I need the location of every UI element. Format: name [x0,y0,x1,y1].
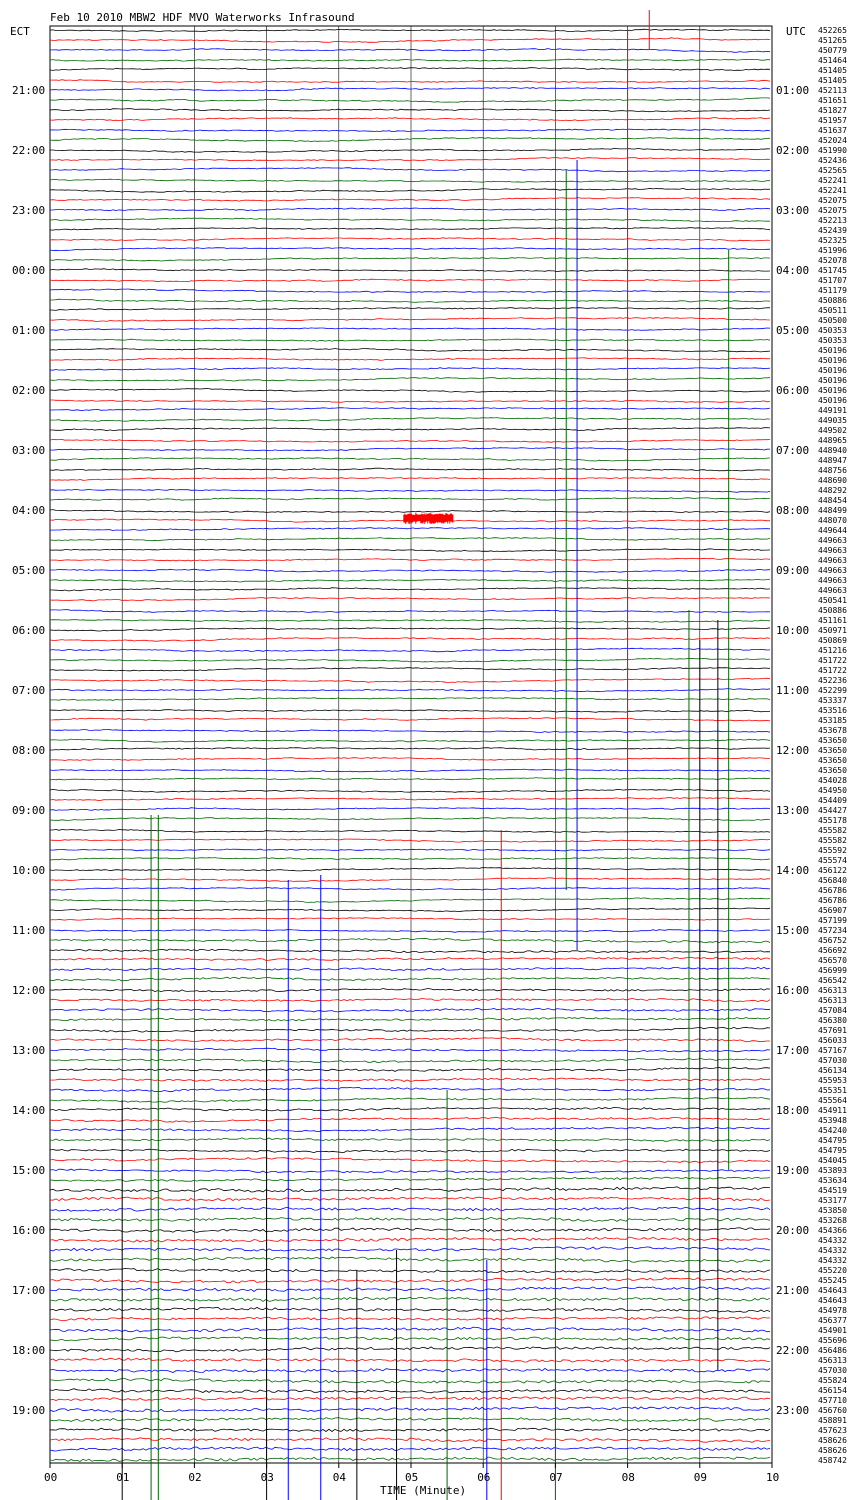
trace [50,208,770,211]
x-tick-label: 04 [332,1471,347,1484]
trace-scale-value: 450196 [818,356,847,365]
right-hour-label: 17:00 [776,1044,810,1057]
trace [50,638,770,642]
trace-scale-value: 453268 [818,1216,847,1225]
trace-scale-value: 449035 [818,416,847,425]
right-hour-label: 05:00 [776,324,810,337]
right-hour-label: 07:00 [776,444,810,457]
right-hour-label: 15:00 [776,924,810,937]
x-tick-label: 09 [693,1471,708,1484]
trace [50,400,770,402]
trace [50,378,770,381]
trace [50,718,770,721]
left-hour-label: 03:00 [12,444,46,457]
trace [50,598,770,601]
trace-scale-value: 454332 [818,1256,847,1265]
trace-scale-value: 455582 [818,836,847,845]
trace [50,689,770,692]
trace-scale-value: 455824 [818,1376,847,1385]
trace [50,368,770,371]
trace [50,289,770,292]
trace-scale-value: 456786 [818,886,847,895]
trace-scale-value: 451990 [818,146,847,155]
trace [50,59,770,61]
right-hour-label: 02:00 [776,144,810,157]
trace [50,468,770,471]
right-hour-label: 10:00 [776,624,810,637]
trace-scale-value: 451996 [818,246,847,255]
trace-scale-value: 451745 [818,266,847,275]
trace [50,349,770,352]
left-hour-label: 01:00 [12,324,46,337]
trace [50,228,770,231]
left-hour-label: 12:00 [12,984,46,997]
trace [50,538,770,541]
left-hour-label: 04:00 [12,504,46,517]
trace [50,328,770,330]
trace-scale-value: 451651 [818,96,847,105]
trace-scale-value: 452241 [818,186,847,195]
x-tick-label: 05 [405,1471,419,1484]
trace-scale-value: 454978 [818,1306,847,1315]
trace [50,478,770,481]
left-hour-label: 07:00 [12,684,46,697]
trace-scale-value: 450511 [818,306,847,315]
trace-scale-value: 448454 [818,496,847,505]
trace-scale-value: 455564 [818,1096,847,1105]
trace [50,440,770,443]
right-hour-label: 18:00 [776,1104,810,1117]
left-hour-label: 13:00 [12,1044,46,1057]
trace-scale-value: 453850 [818,1206,847,1215]
trace-scale-value: 455574 [818,856,847,865]
right-hour-label: 19:00 [776,1164,810,1177]
trace [50,258,770,261]
trace-scale-value: 450541 [818,596,847,605]
trace-scale-value: 453177 [818,1196,847,1205]
trace-scale-value: 451179 [818,286,847,295]
trace [50,549,770,552]
trace-scale-value: 452078 [818,256,847,265]
trace [50,778,770,780]
trace-scale-value: 450196 [818,386,847,395]
trace [50,658,770,662]
trace [50,138,770,142]
trace-scale-value: 451722 [818,666,847,675]
trace-scale-value: 448756 [818,466,847,475]
trace [50,269,770,272]
left-hour-label: 11:00 [12,924,46,937]
left-hour-label: 16:00 [12,1224,46,1237]
right-hour-label: 13:00 [776,804,810,817]
trace-scale-value: 454332 [818,1246,847,1255]
trace-scale-value: 456380 [818,1016,847,1025]
trace-scale-value: 452436 [818,156,847,165]
trace-scale-value: 453634 [818,1176,847,1185]
trace [50,748,770,750]
x-tick-label: 06 [477,1471,491,1484]
trace [50,808,770,811]
trace [50,339,770,341]
trace-scale-value: 450886 [818,296,847,305]
right-hour-label: 12:00 [776,744,810,757]
trace-scale-value: 453948 [818,1116,847,1125]
trace-scale-value: 451265 [818,36,847,45]
trace [50,118,770,121]
trace-scale-value: 452265 [818,26,847,35]
trace-scale-value: 456033 [818,1036,847,1045]
trace-scale-value: 454950 [818,786,847,795]
right-hour-label: 20:00 [776,1224,810,1237]
trace-scale-value: 450886 [818,606,847,615]
trace [50,710,770,713]
right-hour-label: 23:00 [776,1404,810,1417]
trace-scale-value: 457623 [818,1426,847,1435]
trace-scale-value: 456154 [818,1386,847,1395]
trace-scale-value: 454409 [818,796,847,805]
trace-scale-value: 450971 [818,626,847,635]
trace-scale-value: 451707 [818,276,847,285]
trace-scale-value: 450779 [818,46,847,55]
right-hour-label: 03:00 [776,204,810,217]
trace [50,38,770,43]
trace-scale-value: 453650 [818,746,847,755]
trace-scale-value: 453678 [818,726,847,735]
trace-scale-value: 450196 [818,376,847,385]
trace-scale-value: 457030 [818,1056,847,1065]
trace [50,389,770,393]
trace-scale-value: 453185 [818,716,847,725]
trace-scale-value: 458626 [818,1436,847,1445]
trace-scale-value: 455245 [818,1276,847,1285]
trace-scale-value: 455178 [818,816,847,825]
trace-scale-value: 455592 [818,846,847,855]
trace-scale-value: 456313 [818,996,847,1005]
trace-scale-value: 454332 [818,1236,847,1245]
trace-scale-value: 456840 [818,876,847,885]
trace-scale-value: 454795 [818,1146,847,1155]
trace [50,248,770,251]
trace-scale-value: 452325 [818,236,847,245]
trace-scale-value: 454240 [818,1126,847,1135]
trace-scale-value: 453650 [818,756,847,765]
trace-scale-value: 456377 [818,1316,847,1325]
trace-scale-value: 456692 [818,946,847,955]
trace-scale-value: 451405 [818,66,847,75]
right-hour-label: 11:00 [776,684,810,697]
trace-scale-value: 449191 [818,406,847,415]
x-tick-label: 03 [260,1471,274,1484]
trace-scale-value: 457710 [818,1396,847,1405]
trace-scale-value: 454911 [818,1106,847,1115]
trace-scale-value: 456760 [818,1406,847,1415]
trace-scale-value: 451637 [818,126,847,135]
trace [50,648,770,652]
trace-scale-value: 454643 [818,1286,847,1295]
trace-scale-value: 451405 [818,76,847,85]
trace-scale-value: 450196 [818,346,847,355]
trace-scale-value: 452075 [818,196,847,205]
right-axis-label: UTC [786,25,806,38]
trace-scale-value: 453516 [818,706,847,715]
trace-scale-value: 450196 [818,366,847,375]
trace-scale-value: 456752 [818,936,847,945]
trace [50,489,770,492]
trace [50,789,770,792]
trace-scale-value: 449663 [818,566,847,575]
right-hour-label: 08:00 [776,504,810,517]
trace-scale-value: 451161 [818,616,847,625]
trace-scale-value: 456313 [818,1356,847,1365]
trace-scale-value: 454643 [818,1296,847,1305]
trace [50,299,770,302]
x-tick-label: 02 [188,1471,202,1484]
trace [50,218,770,222]
trace-scale-value: 448690 [818,476,847,485]
trace [50,528,770,531]
trace [50,569,770,572]
trace [50,279,770,282]
right-hour-label: 09:00 [776,564,810,577]
left-hour-label: 15:00 [12,1164,46,1177]
chart-title: Feb 10 2010 MBW2 HDF MVO Waterworks Infrasound [50,11,355,24]
trace-scale-value: 454901 [818,1326,847,1335]
left-hour-label: 02:00 [12,384,46,397]
trace-scale-value: 449663 [818,536,847,545]
trace-scale-value: 456134 [818,1066,847,1075]
trace-scale-value: 452213 [818,216,847,225]
trace-scale-value: 451722 [818,656,847,665]
trace-scale-value: 450500 [818,316,847,325]
left-hour-label: 19:00 [12,1404,46,1417]
left-hour-label: 18:00 [12,1344,46,1357]
trace [50,730,770,733]
trace-scale-value: 452439 [818,226,847,235]
trace-scale-value: 452565 [818,166,847,175]
trace-scale-value: 448499 [818,506,847,515]
trace [50,588,770,591]
trace [50,418,770,422]
trace [50,109,770,112]
trace-scale-value: 451957 [818,116,847,125]
trace-scale-value: 448965 [818,436,847,445]
trace-scale-value: 456486 [818,1346,847,1355]
trace [50,198,770,202]
left-hour-label: 05:00 [12,564,46,577]
trace [50,610,770,613]
trace-scale-value: 449502 [818,426,847,435]
trace-scale-value: 457234 [818,926,847,935]
trace-scale-value: 452241 [818,176,847,185]
left-axis-label: ECT [10,25,30,38]
trace-scale-value: 453893 [818,1166,847,1175]
trace-scale-value: 448070 [818,516,847,525]
trace-scale-value: 451216 [818,646,847,655]
trace-scale-value: 448292 [818,486,847,495]
right-hour-labels [776,84,809,1417]
trace [50,668,770,671]
trace-scale-value: 451464 [818,56,847,65]
trace-scale-value: 449663 [818,586,847,595]
trace-scale-value: 452075 [818,206,847,215]
trace-scale-value: 449644 [818,526,847,535]
left-hour-labels [12,84,45,1417]
trace [50,558,770,561]
x-tick-label: 08 [621,1471,635,1484]
trace [50,579,770,582]
spike-lines [122,10,728,1500]
trace [50,179,770,182]
trace [50,408,770,411]
trace [50,620,770,623]
trace-scale-value: 458742 [818,1456,847,1465]
left-hour-label: 00:00 [12,264,46,277]
left-hour-label: 22:00 [12,144,46,157]
trace-scale-value: 456313 [818,986,847,995]
trace-scale-value: 454045 [818,1156,847,1165]
trace-scale-value: 449663 [818,576,847,585]
trace [50,49,770,53]
trace-scale-value: 454427 [818,806,847,815]
trace-scale-value: 455351 [818,1086,847,1095]
trace [50,428,770,431]
left-hour-label: 23:00 [12,204,46,217]
trace-scale-value: 449663 [818,556,847,565]
trace [50,358,770,361]
trace [50,758,770,761]
trace-scale-value: 456542 [818,976,847,985]
trace-scale-value: 455953 [818,1076,847,1085]
trace [50,148,770,152]
trace-scale-value: 452113 [818,86,847,95]
trace-scale-value: 457084 [818,1006,847,1015]
x-tick-label: 01 [116,1471,130,1484]
trace-scale-value: 450353 [818,326,847,335]
trace [50,798,770,801]
trace [50,68,770,71]
trace-scale-value: 450353 [818,336,847,345]
trace [50,769,770,772]
trace [50,80,770,83]
trace [50,698,770,701]
minute-gridlines [122,26,700,1463]
trace-scale-value: 452024 [818,136,847,145]
trace-scale-value: 455220 [818,1266,847,1275]
x-tick-labels [44,1463,779,1484]
trace-scale-value: 453650 [818,766,847,775]
trace-scale-value: 458626 [818,1446,847,1455]
trace-scale-value: 454795 [818,1136,847,1145]
right-hour-label: 06:00 [776,384,810,397]
right-hour-label: 22:00 [776,1344,810,1357]
trace-scale-value: 453650 [818,736,847,745]
trace-scale-value: 456570 [818,956,847,965]
left-hour-label: 17:00 [12,1284,46,1297]
trace-scale-value: 457199 [818,916,847,925]
trace-scale-value: 457167 [818,1046,847,1055]
trace [50,158,770,161]
trace-scale-value: 452299 [818,686,847,695]
right-hour-label: 21:00 [776,1284,810,1297]
x-axis-label: TIME (Minute) [380,1484,467,1497]
trace-scale-value: 452236 [818,676,847,685]
trace [50,238,770,241]
trace-scale-value: 454028 [818,776,847,785]
left-hour-label: 14:00 [12,1104,46,1117]
x-tick-label: 10 [766,1471,780,1484]
trace [50,308,770,311]
trace [50,458,770,461]
trace [50,168,770,172]
left-hour-label: 21:00 [12,84,46,97]
trace-scale-value: 451827 [818,106,847,115]
left-hour-label: 06:00 [12,624,46,637]
trace-scale-value: 448947 [818,456,847,465]
trace [50,739,770,742]
trace-scale-value: 450196 [818,396,847,405]
trace [50,188,770,192]
trace-scale-value: 450869 [818,636,847,645]
left-hour-label: 08:00 [12,744,46,757]
right-hour-label: 04:00 [776,264,810,277]
trace [50,678,770,682]
trace-scale-value: 453337 [818,696,847,705]
trace [50,628,770,631]
trace-scale-value: 456999 [818,966,847,975]
trace-scale-value: 449663 [818,546,847,555]
trace-scale-value: 455582 [818,826,847,835]
trace-scale-value: 458891 [818,1416,847,1425]
right-hour-label: 14:00 [776,864,810,877]
trace [50,448,770,451]
trace [50,498,770,501]
trace [50,510,770,513]
x-tick-label: 07 [549,1471,563,1484]
trace-scale-value: 456786 [818,896,847,905]
left-hour-label: 09:00 [12,804,46,817]
trace-scale-value: 456122 [818,866,847,875]
trace [50,88,770,91]
trace-scale-value: 455696 [818,1336,847,1345]
trace [50,318,770,322]
trace-scale-value: 448940 [818,446,847,455]
x-tick-label: 00 [44,1471,58,1484]
trace [50,98,770,102]
trace-scale-value: 454519 [818,1186,847,1195]
trace-scale-value: 456907 [818,906,847,915]
right-hour-label: 16:00 [776,984,810,997]
trace-scale-values [818,26,847,1465]
trace [50,129,770,131]
right-hour-label: 01:00 [776,84,810,97]
trace-scale-value: 457030 [818,1366,847,1375]
left-hour-label: 10:00 [12,864,46,877]
trace-scale-value: 454366 [818,1226,847,1235]
trace-scale-value: 457691 [818,1026,847,1035]
trace [50,29,770,31]
